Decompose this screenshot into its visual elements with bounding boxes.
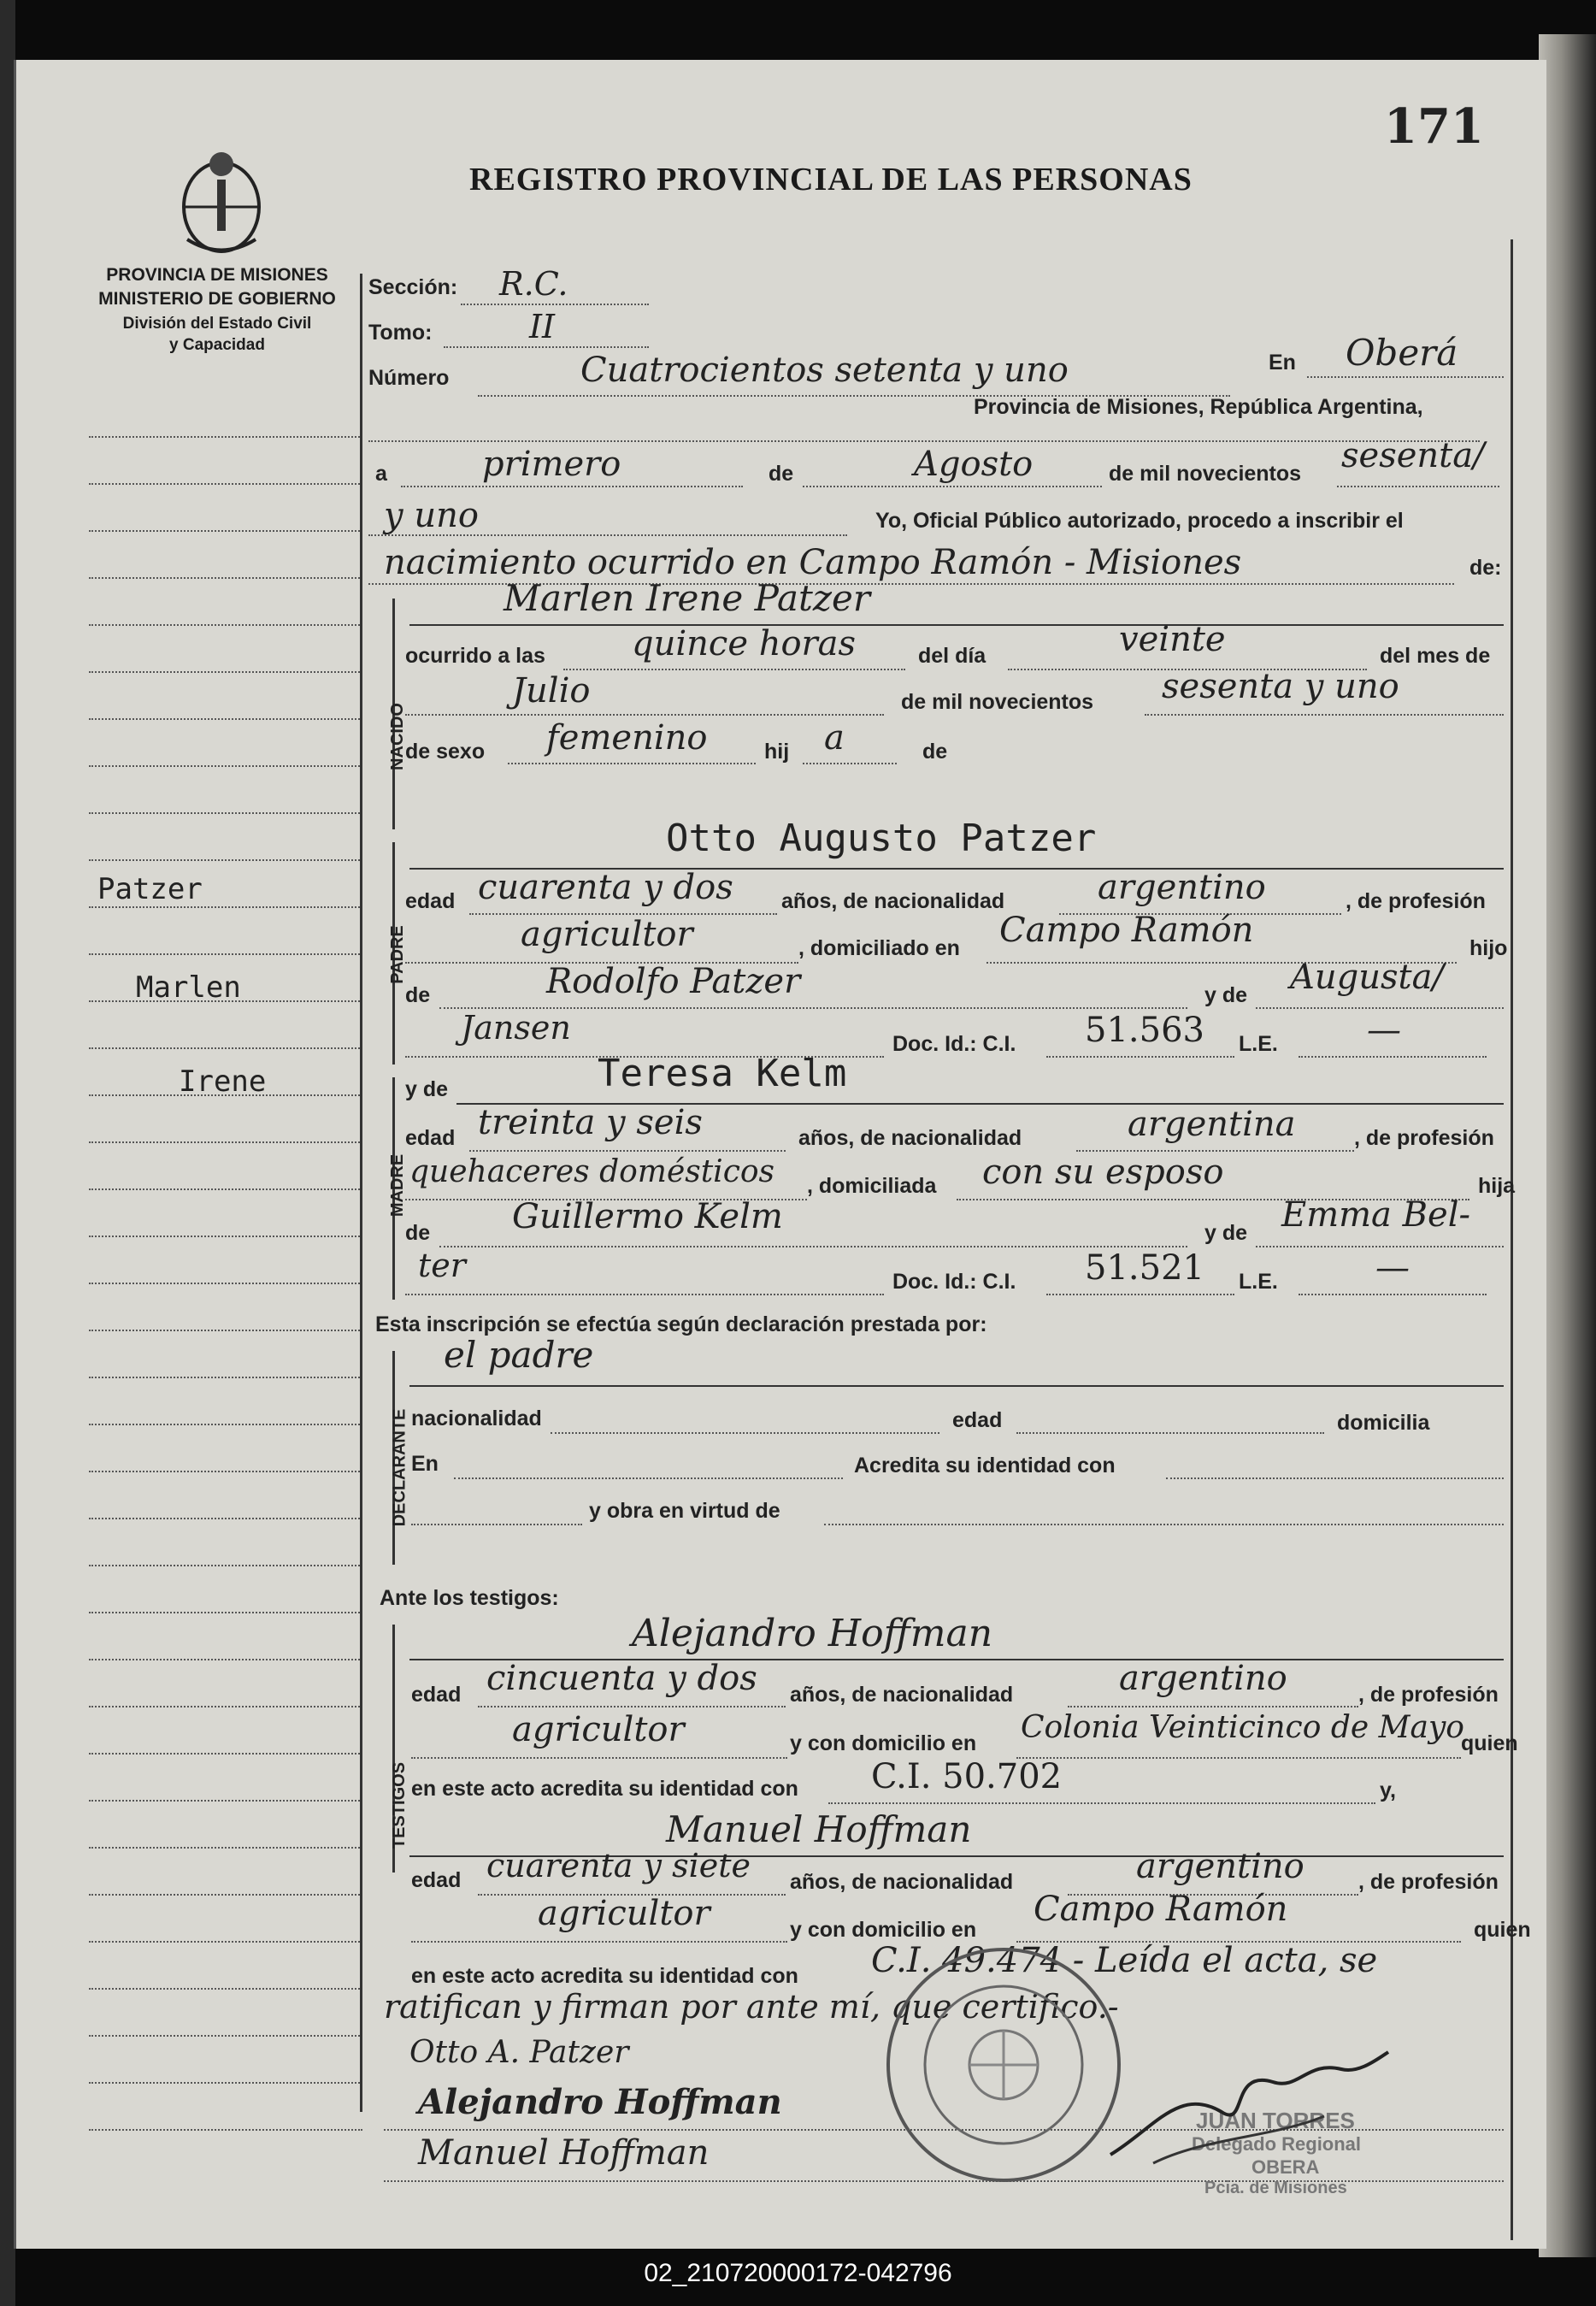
t1-y-label: y, [1380, 1778, 1396, 1802]
decl-en-label: En [411, 1452, 439, 1476]
madre-y-de-label: y de [405, 1077, 449, 1101]
t2-acredita-label: en este acto acredita su identidad con [411, 1964, 798, 1988]
page-title: REGISTRO PROVINCIAL DE LAS PERSONAS [469, 162, 1193, 198]
t2-dom-value: Campo Ramón [1034, 1890, 1288, 1929]
padre-prof-label: , de profesión [1346, 889, 1486, 913]
declarante-section-label: DECLARANTE [390, 1408, 409, 1527]
dia-value: primero [482, 445, 621, 484]
decl-edad-label: edad [952, 1408, 1003, 1432]
abuelo-pat-value: Rodolfo Patzer [546, 962, 801, 1001]
header-division: División del Estado Civil [122, 315, 312, 333]
padre-dom-value: Campo Ramón [999, 911, 1254, 950]
margin-second-name: Irene [179, 1065, 267, 1099]
coat-of-arms-icon [174, 145, 268, 257]
t1-nombre-value: Alejandro Hoffman [632, 1612, 993, 1655]
stamp-city: OBERA [1251, 2156, 1320, 2178]
margin-surname: Patzer [97, 872, 203, 906]
hij-label: hij [764, 740, 790, 764]
madre-le-label: L.E. [1239, 1270, 1278, 1294]
firma-testigo-2: Manuel Hoffman [418, 2133, 710, 2173]
nacido-section-label: NACIDO [387, 703, 407, 770]
t2-edad-label: edad [411, 1868, 462, 1892]
officer-signature-icon [1102, 2035, 1393, 2180]
de-mil-label-2: de mil novecientos [901, 690, 1094, 714]
abuelo-mat-de-label: de [405, 1221, 431, 1245]
madre-prof-value: quehaceres domésticos [409, 1154, 775, 1189]
nombre-value: Marlen Irene Patzer [504, 577, 870, 619]
numero-value: Cuatrocientos setenta y uno [580, 351, 1069, 390]
padre-anos-label: años, de nacionalidad [781, 889, 1005, 913]
padre-ci-value: 51.563 [1085, 1011, 1204, 1050]
hijo-label: hijo [1469, 936, 1508, 960]
ante-testigos-label: Ante los testigos: [380, 1586, 559, 1610]
t1-edad-value: cincuenta y dos [486, 1659, 757, 1698]
a-label: a [375, 462, 387, 486]
padre-le-value: — [1367, 1011, 1401, 1050]
page-number: 171 [1384, 98, 1484, 155]
inscribir-value: nacimiento ocurrido en Campo Ramón - Misiones [384, 543, 1242, 582]
abuela-mat-value-b: ter [418, 1247, 466, 1284]
padre-section-label: PADRE [387, 925, 407, 984]
seccion-value: R.C. [499, 265, 568, 303]
t2-quien-label: quien [1474, 1918, 1531, 1942]
abuela-mat-value-a: Emma Bel- [1281, 1195, 1470, 1235]
cierre-text: ratifican y firman por ante mí, que certifico.- [384, 1988, 1119, 2026]
madre-anos-label: años, de nacionalidad [798, 1126, 1022, 1150]
madre-le-value: — [1375, 1248, 1410, 1288]
ocurrido-label: ocurrido a las [405, 644, 545, 668]
tomo-label: Tomo: [368, 321, 433, 345]
abuela-pat-value-b: Jansen [461, 1009, 571, 1047]
dia-nac-value: veinte [1119, 620, 1226, 659]
del-dia-label: del día [918, 644, 986, 668]
t2-anos-label: años, de nacionalidad [790, 1870, 1014, 1894]
horas-value: quince horas [632, 624, 857, 663]
madre-value: Teresa Kelm [598, 1052, 847, 1095]
padre-doc-label: Doc. Id.: C.I. [892, 1032, 1016, 1056]
madre-dom-value: con su esposo [982, 1153, 1224, 1192]
mes-nac-value: Julio [512, 671, 591, 711]
decl-acredita-label: Acredita su identidad con [854, 1454, 1116, 1477]
header-capacity: y Capacidad [169, 336, 265, 354]
t1-anos-label: años, de nacionalidad [790, 1683, 1014, 1707]
numero-label: Número [368, 366, 450, 390]
t2-prof-label: , de profesión [1358, 1870, 1499, 1894]
sexo-value: femenino [546, 718, 708, 758]
decl-obra-label: y obra en virtud de [589, 1499, 780, 1523]
t2-prof-value: agricultor [538, 1894, 710, 1933]
madre-ci-value: 51.521 [1085, 1248, 1204, 1288]
margin-first-name: Marlen [136, 970, 241, 1005]
stamp-title: Delegado Regional [1192, 2133, 1362, 2155]
madre-edad-value: treinta y seis [478, 1103, 703, 1142]
firma-testigo-1: Alejandro Hoffman [418, 2082, 782, 2122]
abuela-pat-value-a: Augusta/ [1290, 958, 1444, 997]
madre-section-label: MADRE [388, 1153, 408, 1218]
yo-text: Yo, Oficial Público autorizado, procedo a inscribir el [875, 509, 1404, 533]
stamp-name: JUAN TORRES [1196, 2108, 1355, 2133]
abuelo-pat-de-label: de [405, 983, 431, 1007]
de-mil-label: de mil novecientos [1109, 462, 1302, 486]
padre-dom-label: , domiciliado en [798, 936, 960, 960]
madre-prof-label: , de profesión [1354, 1126, 1494, 1150]
t2-nac-value: argentino [1136, 1847, 1304, 1886]
document-id: 02_210720000172-042796 [644, 2259, 952, 2287]
abuela-pat-label: y de [1204, 983, 1248, 1007]
hija-label: hija [1478, 1174, 1516, 1198]
de-label-2: de [922, 740, 948, 764]
anio-nac-value: sesenta y uno [1162, 667, 1399, 706]
t1-nac-value: argentino [1119, 1659, 1287, 1698]
firma-padre: Otto A. Patzer [409, 2035, 629, 2070]
t1-dom-label: y con domicilio en [790, 1731, 977, 1755]
form-left-border [360, 274, 362, 2112]
padre-le-label: L.E. [1239, 1032, 1278, 1056]
anio-value-a: sesenta/ [1341, 436, 1485, 475]
t1-prof-label: , de profesión [1358, 1683, 1499, 1707]
seccion-label: Sección: [368, 275, 458, 299]
padre-nac-value: argentino [1098, 868, 1266, 907]
stamp-province: Pcia. de Misiones [1204, 2179, 1347, 2197]
abuela-mat-label: y de [1204, 1221, 1248, 1245]
register-page [14, 60, 1546, 2249]
madre-doc-label: Doc. Id.: C.I. [892, 1270, 1016, 1294]
hij-value: a [824, 718, 845, 758]
provincia-text: Provincia de Misiones, República Argentina, [974, 395, 1423, 419]
t1-prof-value: agricultor [512, 1710, 685, 1749]
t2-ci-value: C.I. 49.474 - Leída el acta, se [871, 1941, 1378, 1980]
padre-edad-value: cuarenta y dos [478, 868, 733, 907]
page-edge [1539, 34, 1596, 2257]
sexo-label: de sexo [405, 740, 486, 764]
mes-value: Agosto [914, 445, 1034, 484]
tomo-value: II [529, 308, 556, 345]
padre-value: Otto Augusto Patzer [666, 817, 1097, 860]
testigos-section-label: TESTIGOS [390, 1761, 409, 1849]
en-value: Oberá [1346, 332, 1458, 374]
de-label: de [769, 462, 794, 486]
padre-prof-value: agricultor [521, 915, 693, 954]
t1-ci-value: C.I. 50.702 [871, 1757, 1063, 1796]
t1-acredita-label: en este acto acredita su identidad con [411, 1777, 798, 1801]
header-ministry: MINISTERIO DE GOBIERNO [98, 289, 336, 309]
official-seal-icon [880, 1941, 1128, 2189]
madre-dom-label: , domiciliada [807, 1174, 937, 1198]
en-label: En [1269, 351, 1296, 375]
t2-nombre-value: Manuel Hoffman [666, 1808, 972, 1850]
anio-value-b: y uno [384, 496, 479, 535]
t1-edad-label: edad [411, 1683, 462, 1707]
del-mes-label: del mes de [1380, 644, 1491, 668]
de-colon-label: de: [1469, 556, 1502, 580]
abuelo-mat-value: Guillermo Kelm [512, 1197, 783, 1236]
decl-nac-label: nacionalidad [411, 1407, 542, 1430]
decl-domicilia-label: domicilia [1337, 1411, 1430, 1435]
header-province: PROVINCIA DE MISIONES [106, 265, 328, 285]
t2-edad-value: cuarenta y siete [486, 1847, 751, 1884]
madre-nac-value: argentina [1128, 1105, 1296, 1144]
madre-edad-label: edad [405, 1126, 456, 1150]
inscripcion-text: Esta inscripción se efectúa según declaración prestada por: [375, 1312, 987, 1336]
t1-dom-value: Colonia Veinticinco de Mayo [1021, 1710, 1464, 1745]
padre-edad-label: edad [405, 889, 456, 913]
t2-dom-label: y con domicilio en [790, 1918, 977, 1942]
t1-quien-label: quien [1461, 1731, 1518, 1755]
declarante-value: el padre [444, 1334, 594, 1376]
